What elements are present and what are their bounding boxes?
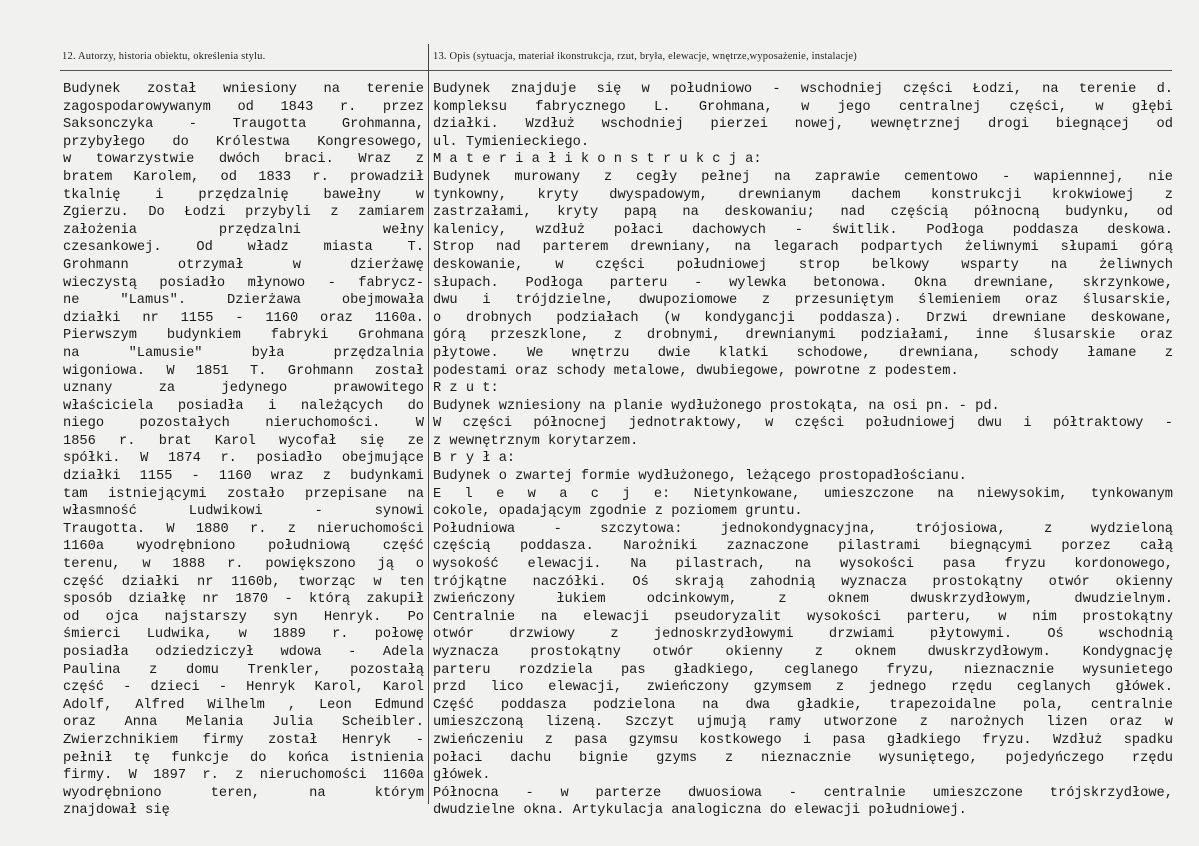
description-text-line: o drobnych podziałach (w kondygancji poddasza). Drzwi drewniane deskowane, (433, 310, 1173, 326)
history-text-line: spółki. W 1874 r. posiadło obejmujące (63, 451, 424, 467)
history-text-line: właściciela posiadła i należących do (63, 398, 424, 414)
history-text-line: działki 1155 - 1160 wraz z budynkami (63, 469, 424, 485)
description-text-line: trójkątne naczółki. Oś skrają zahodnią wyznacza prostokątny otwór okienny (433, 574, 1173, 590)
description-text-line: tynkowny, kryty dwyspadowym, drewnianym dachem konstrukcji krokwiowej z (433, 187, 1173, 203)
history-text-line: Zgierzu. Do Łodzi przybyli z zamiarem (63, 205, 424, 221)
description-text-line: Budynek o zwartej formie wydłużonego, leżącego prostopadłościanu. (433, 469, 967, 485)
history-text-line: wigoniowa. W 1851 T. Grohmann został (63, 363, 424, 379)
history-text-line: Budynek został wniesiony na terenie (63, 82, 424, 97)
description-text-line: Część poddasza podzielona na dwa gładkie, trapezoidalne pola, centralnie (433, 697, 1173, 713)
description-text-line: ul. Tymienieckiego. (433, 134, 590, 150)
history-text-line: Traugotta. W 1880 r. z nieruchomości (63, 521, 424, 537)
history-text-line: Zwierzchnikiem firmy został Henryk - (63, 732, 424, 748)
history-text-line: oraz Anna Melania Julia Scheibler. (63, 715, 424, 731)
description-text-line: zwieńczeniu z pasa gzymsu kostkowego i pasa gładkiego fryzu. Wzdłuż spadku (433, 732, 1173, 748)
description-text-line: dwu i trójdzielne, dwupoziomowe z przesuniętym ślemieniem oraz ślusarskie, (433, 293, 1173, 309)
description-text-line: Południowa - szczytowa: jednokondygnacyjna, trójosiowa, z wydzieloną (433, 521, 1173, 537)
history-text-line: ne "Lamus". Dzierżawa obejmowała (63, 293, 424, 309)
history-text-line: firmy. W 1897 r. z nieruchomości 1160a (63, 768, 424, 784)
description-text-line: dwudzielne okna. Artykulacja analogiczna do elewacji południowej. (433, 803, 967, 819)
history-text-line: Paulina z domu Trenkler, pozostałą (63, 662, 424, 678)
history-text-line: 1160a wyodrębniono południową część (63, 539, 424, 555)
history-text-line: niego pozostałych nieruchomości. W (63, 416, 424, 432)
section-13-header: 13. Opis (sytuacja, materiał ikonstrukcja, rzut, bryła, elewacje, wnętrze,wyposażenie, instalacje) (433, 51, 857, 62)
history-text-line: Adolf, Alfred Wilhelm , Leon Edmund (63, 697, 424, 713)
description-text-line: Budynek znajduje się w południowo - wschodniej części Łodzi, na terenie d. (433, 82, 1173, 97)
column-divider (428, 44, 429, 804)
history-text-line: Pierwszym budynkiem fabryki Grohmana (63, 328, 424, 344)
description-text-line: połaci dachu bignie gzyms z nieznacznie wysuniętego, pojedyńczego rzędu (433, 750, 1173, 766)
history-text-line: uznany za jedynego prawowitego (63, 381, 424, 397)
description-text-line: umieszczoną lizeną. Szczyt ujmują ramy utworzone z narożnych lizen oraz w (433, 715, 1173, 731)
description-text-line: parteru rozdziela pas gładkiego, ceglanego fryzu, nieznacznie wysunietego (433, 662, 1173, 678)
description-text-line: kompleksu fabrycznego L. Grohmana, w jego centralnej części, w głębi (433, 99, 1173, 115)
history-text-line: przybyłego do Królestwa Kongresowego, (63, 134, 424, 150)
description-text-line: wysokość elewacji. Na pilastrach, na wysokości pasa fryzu kordonowego, (433, 557, 1173, 573)
description-text-line: cokole, opadającym zgodnie z poziomem gruntu. (433, 504, 803, 520)
history-text-line: terenu, w 1888 r. powiększono ją o (63, 557, 424, 573)
description-text-line: kalenicy, wzdłuż połaci dachowych - świtlik. Podłoga poddasza deskowa. (433, 222, 1173, 238)
history-text-line: śmierci Ludwika, w 1889 r. połowę (63, 627, 424, 643)
description-text-line: zwieńczony łukiem odcinkowym, z oknem dwuskrzydłowym, dwudzielnym. (433, 592, 1173, 608)
description-text-line: otwór drzwiowy z jednoskrzydłowymi drzwiami płytowymi. Oś wschodnią (433, 627, 1173, 643)
history-text-line: w towarzystwie dwóch braci. Wraz z (63, 152, 424, 168)
description-text-line: z wewnętrznym korytarzem. (433, 433, 639, 449)
description-text-line: Centralnie na elewacji pseudoryzalit wysokości parteru, w nim prostokątny (433, 609, 1173, 625)
description-text-line: działki. Wzdłuż wschodniej pierzei nowej, wewnętrznej drogi biegnącej od (433, 117, 1173, 133)
history-text-line: zagospodarowywanym od 1843 r. przez (63, 99, 424, 115)
description-text-line: górą przeszklone, z drobnymi, drewnianymi podziałami, inne ślusarskie oraz (433, 328, 1173, 344)
section-12-header: 12. Autorzy, historia obiektu, określenia stylu. (62, 51, 266, 62)
header-rule (60, 70, 1172, 71)
description-text-line: Budynek murowany z cegły pełnej na zaprawie cementowo - wapiennnej, nie (433, 169, 1173, 185)
history-text-line: założenia przędzalni wełny (63, 222, 424, 238)
description-text-line: R z u t: (433, 381, 499, 397)
description-column (433, 81, 1173, 820)
history-text-line: część - dzieci - Henryk Karol, Karol (63, 680, 424, 696)
description-text-line: częścią poddasza. Narożniki zaznaczone pilastrami biegnącymi porzez całą (433, 539, 1173, 555)
history-text-line: sposób działkę nr 1870 - którą zakupił (63, 592, 424, 608)
description-text-line: M a t e r i a ł i k o n s t r u k c j a: (433, 152, 762, 168)
description-text-line: główek. (433, 768, 491, 784)
description-text-line: wyznacza prostokątny otwór okienny z oknem dwuskrzydłowym. Kondygnację (433, 645, 1173, 660)
history-text-line: Grohmann otrzymał w dzierżawę (63, 257, 424, 273)
description-text-line: deskowanie, w części południowej strop belkowy wsparty na żeliwnych (433, 257, 1173, 273)
history-text-line: czesankowej. Od władz miasta T. (63, 240, 424, 256)
description-text-line: Strop nad parterem drewniany, na legarach podpartych żeliwnymi słupami górą (433, 240, 1173, 256)
description-text-line: podestami oraz schody metalowe, dwubiegowe, powrotne z podestem. (433, 363, 959, 379)
description-text-line: przd lico elewacji, zwieńczony gzymsem z jednego rzędu ceglanych główek. (433, 680, 1173, 696)
history-text-line: tam istniejącymi zostało przepisane na (63, 486, 424, 502)
history-text-line: posiadła odziedziczył wdowa - Adela (63, 645, 424, 660)
description-text-line: Północna - w parterze dwuosiowa - centralnie umieszczone trójskrzydłowe, (433, 785, 1173, 801)
history-text-line: 1856 r. brat Karol wycofał się ze (63, 433, 424, 449)
history-text-line: działki nr 1155 - 1160 oraz 1160a. (63, 310, 424, 326)
description-text-line: płytowe. We wnętrzu dwie klatki schodowe, drewniana, schody łamane z (433, 345, 1173, 361)
history-text-line: znajdował się (63, 803, 170, 819)
history-text-line: na "Lamusie" była przędzalnia (63, 345, 424, 361)
history-text-line: tkalnię i przędzalnię bawełny w (63, 187, 424, 203)
description-text-line: słupach. Podłoga parteru - wylewka betonowa. Okna drewniane, skrzynkowe, (433, 275, 1173, 291)
history-text-line: Saksonczyka - Traugotta Grohmanna, (63, 117, 424, 133)
description-text-line: zastrzałami, kryty papą na deskowaniu; nad częścią północną budynku, od (433, 205, 1173, 221)
description-text-line: Budynek wzniesiony na planie wydłużonego prostokąta, na osi pn. - pd. (433, 398, 1000, 414)
history-text-line: bratem Karolem, od 1833 r. prowadził (63, 169, 424, 185)
history-text-line: własmność Ludwikowi - synowi (63, 504, 424, 520)
history-column (63, 81, 424, 820)
history-text-line: wyodrębniono teren, na którym (63, 785, 424, 801)
history-text-line: pełnił tę funkcje do końca istnienia (63, 750, 424, 766)
history-text-line: od ojca najstarszy syn Henryk. Po (63, 609, 424, 625)
history-text-line: wieczystą posiadło młynowo - fabrycz- (63, 275, 424, 291)
description-text-line: E l e w a c j e: Nietynkowane, umieszczone na niewysokim, tynkowanym (433, 486, 1173, 502)
description-text-line: B r y ł a: (433, 451, 516, 467)
description-text-line: W części północnej jednotraktowy, w części południowej dwu i półtraktowy - (433, 416, 1173, 432)
history-text-line: część działki nr 1160b, tworząc w ten (63, 574, 424, 590)
